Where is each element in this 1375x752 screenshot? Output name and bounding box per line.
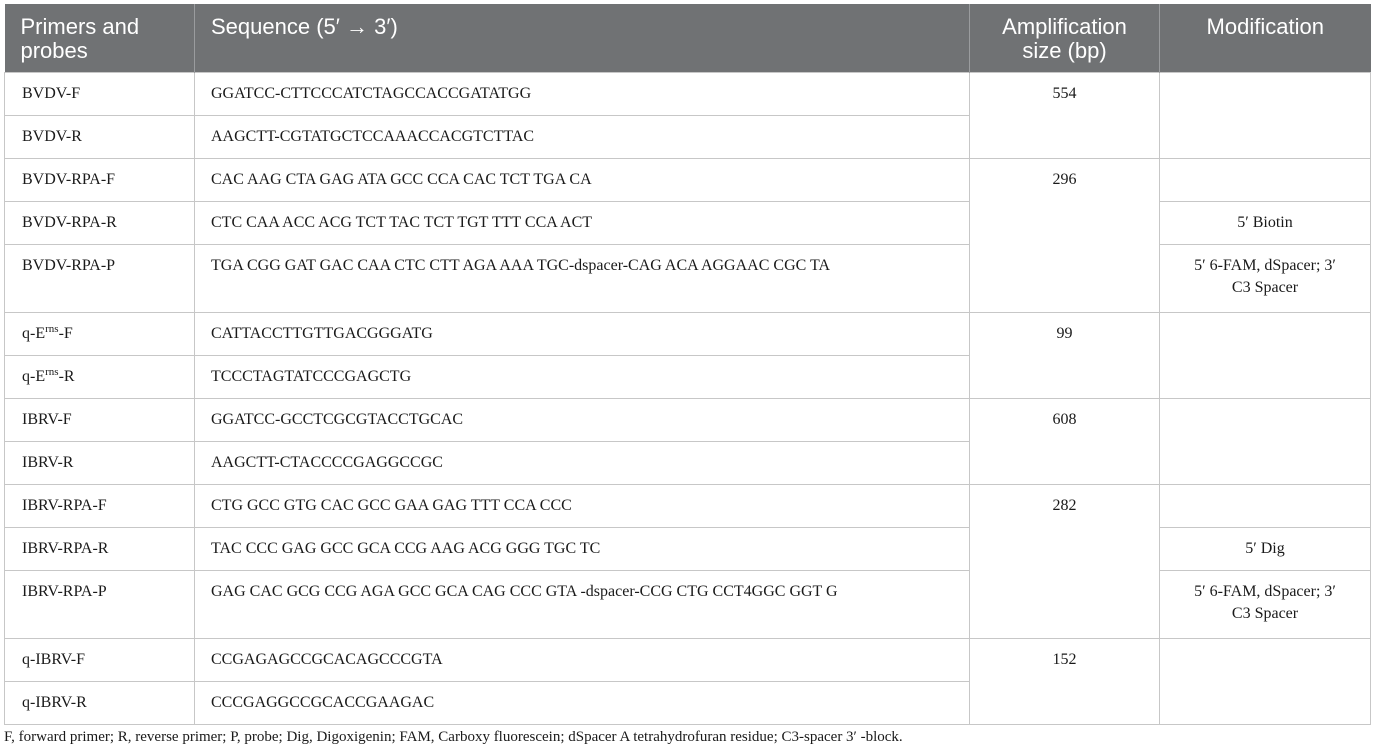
table-row xyxy=(5,639,1371,682)
modification-cell: 5′ Dig xyxy=(1160,528,1371,571)
primer-name: IBRV-RPA-F xyxy=(5,485,195,528)
primer-name: q-IBRV-R xyxy=(5,682,195,725)
primer-name: IBRV-RPA-R xyxy=(5,528,195,571)
modification-cell xyxy=(1160,571,1371,639)
primer-sequence: TGA CGG GAT GAC CAA CTC CTT AGA AAA TGC-dspacer-CAG ACA AGGAAC CGC TA xyxy=(195,245,970,313)
modification-cell xyxy=(1160,313,1371,399)
header-amplification-size xyxy=(970,4,1160,73)
header-modification-text: Modification xyxy=(1206,14,1324,39)
primer-sequence: CATTACCTTGTTGACGGGATG xyxy=(195,313,970,356)
header-amp-line1: Amplification xyxy=(1002,14,1127,39)
primer-name-superscript: rns xyxy=(45,366,59,378)
modification-fam-line2: C3 Spacer xyxy=(1231,605,1299,622)
primer-sequence: TCCCTAGTATCCCGAGCTG xyxy=(195,356,970,399)
header-primers-probes xyxy=(5,4,195,73)
primer-sequence: TAC CCC GAG GCC GCA CCG AAG ACG GGG TGC TC xyxy=(195,528,970,571)
amplification-size: 608 xyxy=(970,399,1160,485)
modification-fam-line2: C3 Spacer xyxy=(1231,279,1299,296)
primer-name xyxy=(5,313,195,356)
primer-name: BVDV-RPA-P xyxy=(5,245,195,313)
header-sequence-text: Sequence (5′ → 3′) xyxy=(211,14,398,39)
header-amp-line2: size (bp) xyxy=(1022,38,1107,63)
primer-sequence: AAGCTT-CGTATGCTCCAAACCACGTCTTAC xyxy=(195,116,970,159)
primer-name: IBRV-F xyxy=(5,399,195,442)
primer-sequence: CAC AAG CTA GAG ATA GCC CCA CAC TCT TGA CA xyxy=(195,159,970,202)
table-row xyxy=(5,571,1371,639)
primer-name: IBRV-R xyxy=(5,442,195,485)
table-header-row xyxy=(5,4,1371,73)
table-row xyxy=(5,313,1371,356)
primer-name: IBRV-RPA-P xyxy=(5,571,195,639)
modification-cell xyxy=(1160,159,1371,202)
amplification-size: 554 xyxy=(970,73,1160,159)
modification-fam-line1: 5′ 6-FAM, dSpacer; 3′ xyxy=(1194,257,1336,274)
primer-name-suffix: -R xyxy=(58,368,75,385)
primer-name-prefix: q-E xyxy=(22,325,46,342)
primer-sequence: GGATCC-CTTCCCATCTAGCCACCGATATGG xyxy=(195,73,970,116)
primer-sequence: GGATCC-GCCTCGCGTACCTGCAC xyxy=(195,399,970,442)
primer-sequence: CCCGAGGCCGCACCGAAGAC xyxy=(195,682,970,725)
primer-name-prefix: q-E xyxy=(22,368,46,385)
table-row xyxy=(5,159,1371,202)
primer-sequence: CCGAGAGCCGCACAGCCCGTA xyxy=(195,639,970,682)
table-row xyxy=(5,528,1371,571)
amplification-size: 282 xyxy=(970,485,1160,639)
modification-cell: 5′ Biotin xyxy=(1160,202,1371,245)
table-row xyxy=(5,73,1371,116)
amplification-size: 99 xyxy=(970,313,1160,399)
table-row xyxy=(5,245,1371,313)
header-modification xyxy=(1160,4,1371,73)
primer-name: BVDV-RPA-F xyxy=(5,159,195,202)
modification-cell xyxy=(1160,399,1371,485)
primer-sequence: CTC CAA ACC ACG TCT TAC TCT TGT TTT CCA ACT xyxy=(195,202,970,245)
modification-fam-line1: 5′ 6-FAM, dSpacer; 3′ xyxy=(1194,583,1336,600)
primer-name: BVDV-RPA-R xyxy=(5,202,195,245)
primer-name: BVDV-R xyxy=(5,116,195,159)
header-sequence xyxy=(195,4,970,73)
primer-name-suffix: -F xyxy=(58,325,73,342)
header-primers-line2: probes xyxy=(20,38,88,63)
primer-name xyxy=(5,356,195,399)
primers-probes-table xyxy=(4,4,1371,725)
modification-cell xyxy=(1160,639,1371,725)
table-footnote: F, forward primer; R, reverse primer; P, probe; Dig, Digoxigenin; FAM, Carboxy fluorescein; dSpacer A tetrahydrofuran residue; C3-spacer 3′ -block. xyxy=(4,729,903,745)
table-row xyxy=(5,485,1371,528)
primer-sequence: GAG CAC GCG CCG AGA GCC GCA CAG CCC GTA -dspacer-CCG CTG CCT4GGC GGT G xyxy=(195,571,970,639)
amplification-size: 296 xyxy=(970,159,1160,313)
modification-cell xyxy=(1160,245,1371,313)
primer-sequence: CTG GCC GTG CAC GCC GAA GAG TTT CCA CCC xyxy=(195,485,970,528)
table-row xyxy=(5,399,1371,442)
primer-name: q-IBRV-F xyxy=(5,639,195,682)
primer-sequence: AAGCTT-CTACCCCGAGGCCGC xyxy=(195,442,970,485)
table-row xyxy=(5,202,1371,245)
modification-cell xyxy=(1160,73,1371,159)
amplification-size: 152 xyxy=(970,639,1160,725)
header-primers-line1: Primers and xyxy=(20,14,140,39)
primer-name-superscript: rns xyxy=(45,323,59,335)
primer-name: BVDV-F xyxy=(5,73,195,116)
modification-cell xyxy=(1160,485,1371,528)
